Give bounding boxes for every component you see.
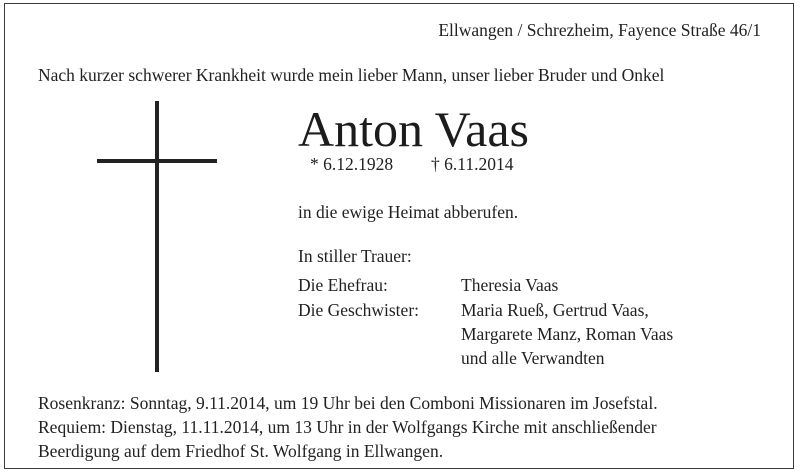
service-requiem: Requiem: Dienstag, 11.11.2014, um 13 Uhr in der Wolfgangs Kirche mit anschließender xyxy=(38,417,657,437)
obituary-notice xyxy=(4,3,794,469)
mourner-relatives-line: und alle Verwandten xyxy=(461,348,605,368)
intro-text: Nach kurzer schwerer Krankheit wurde mein lieber Mann, unser lieber Bruder und Onkel xyxy=(38,65,665,85)
mourner-name-spouse: Theresia Vaas xyxy=(461,275,559,295)
death-date: † 6.11.2014 xyxy=(431,154,514,174)
cross-icon xyxy=(155,101,159,372)
cross-icon-crossbar xyxy=(97,159,217,163)
mourner-names-siblings-line: Margarete Manz, Roman Vaas xyxy=(461,324,674,344)
mourner-label-spouse: Die Ehefrau: xyxy=(298,275,388,295)
mourner-label-siblings: Die Geschwister: xyxy=(298,300,420,320)
location-address: Ellwangen / Schrezheim, Fayence Straße 46/1 xyxy=(438,20,761,40)
mourner-names-siblings-line: Maria Rueß, Gertrud Vaas, xyxy=(461,300,649,320)
deceased-name: Anton Vaas xyxy=(298,101,530,157)
service-burial: Beerdigung auf dem Friedhof St. Wolfgang in Ellwangen. xyxy=(38,441,444,461)
mourning-heading: In stiller Trauer: xyxy=(298,246,412,266)
called-home-text: in die ewige Heimat abberufen. xyxy=(298,202,519,222)
birth-date: * 6.12.1928 xyxy=(310,154,394,174)
service-rosary: Rosenkranz: Sonntag, 9.11.2014, um 19 Uhr bei den Comboni Missionaren im Josefstal. xyxy=(38,393,658,413)
